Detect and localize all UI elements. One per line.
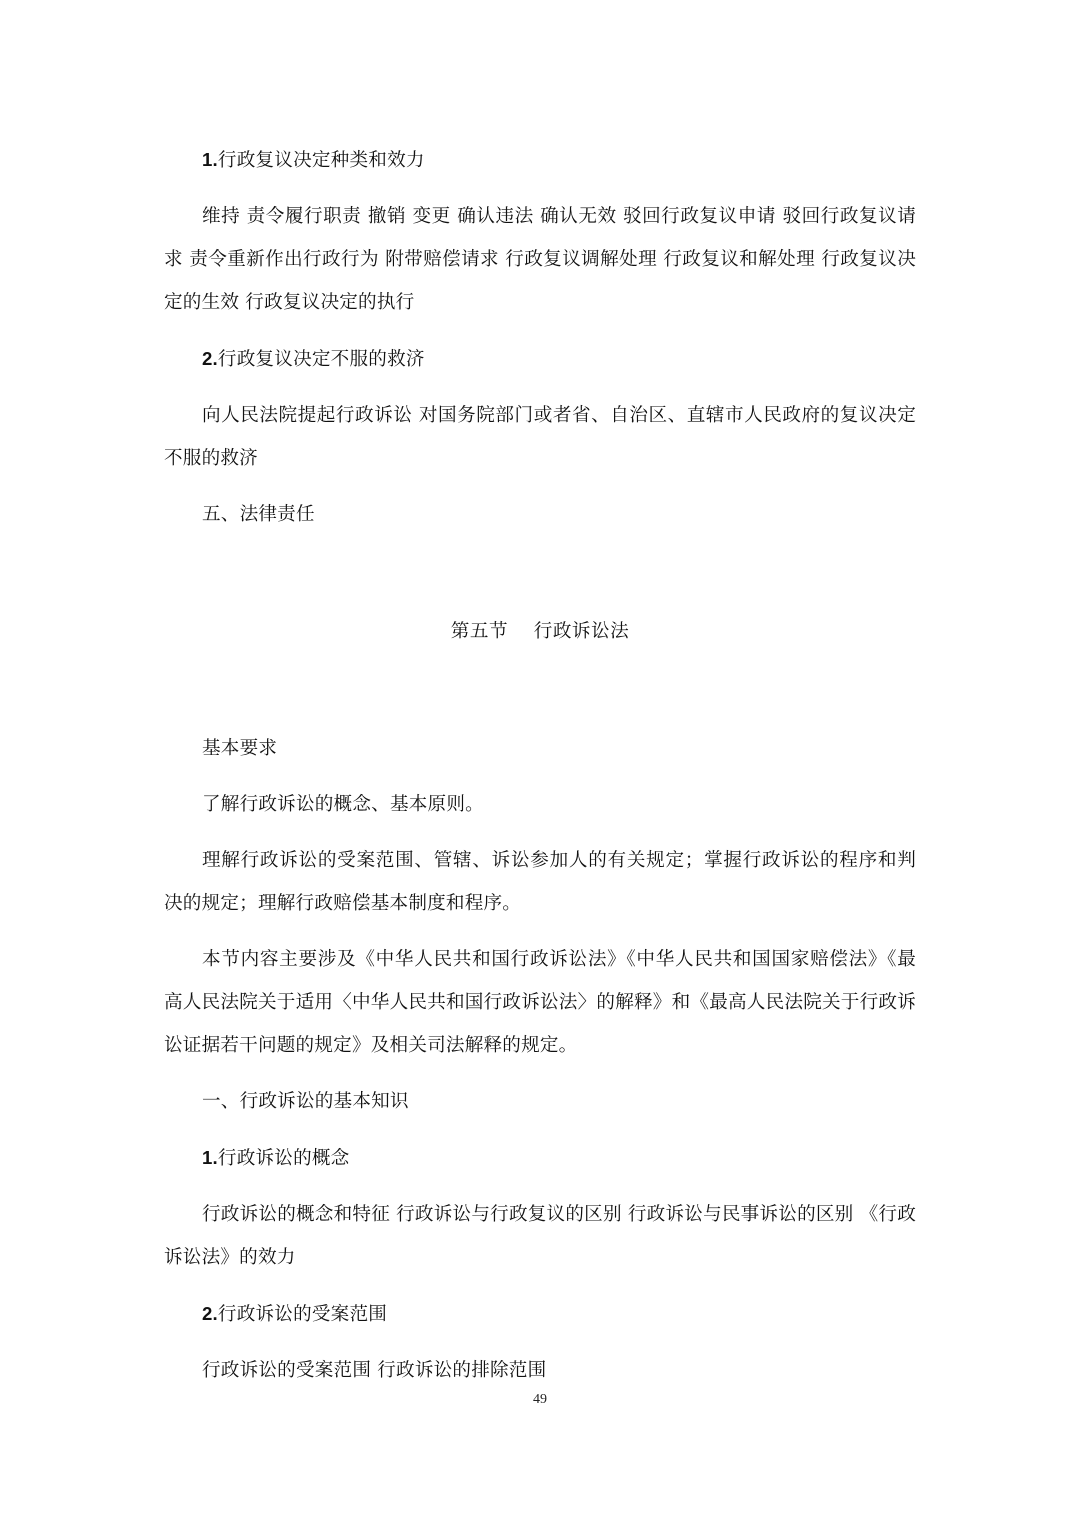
section-title: 第五节 行政诉讼法 — [450, 621, 630, 642]
paragraph-requirement-understand: 了解行政诉讼的概念、基本原则。 — [202, 794, 484, 815]
heading-text: 行政诉讼的概念 — [217, 1148, 350, 1169]
paragraph-review-decision-remedy: 向人民法院提起行政诉讼 对国务院部门或者省、自治区、直辖市人民政府的复议决定不服的救济 — [164, 405, 916, 469]
heading-text: 行政复议决定种类和效力 — [217, 150, 425, 171]
subheading-acceptance-scope — [164, 1292, 916, 1336]
subheading-review-decision-types — [164, 138, 916, 182]
paragraph-litigation-concept: 行政诉讼的概念和特征 行政诉讼与行政复议的区别 行政诉讼与民事诉讼的区别 《行政诉讼法》的效力 — [164, 1204, 916, 1268]
subheading-review-decision-remedy — [164, 337, 916, 381]
heading-number: 1. — [202, 149, 218, 170]
paragraph-section-scope: 本节内容主要涉及《中华人民共和国行政诉讼法》《中华人民共和国国家赔偿法》《最高人民法院关于适用〈中华人民共和国行政诉讼法〉的解释》和《最高人民法院关于行政诉讼证据若干问题的规定》及相关司法解释的规定。 — [164, 949, 916, 1056]
heading-text: 行政诉讼的受案范围 — [217, 1304, 388, 1325]
heading-legal-liability: 五、法律责任 — [202, 504, 315, 525]
paragraph-acceptance-scope: 行政诉讼的受案范围 行政诉讼的排除范围 — [202, 1360, 547, 1381]
heading-basic-requirements: 基本要求 — [202, 738, 278, 759]
page-content — [164, 138, 916, 1405]
heading-text: 行政复议决定不服的救济 — [217, 349, 425, 370]
heading-number: 2. — [202, 348, 218, 369]
heading-number: 2. — [202, 1303, 218, 1324]
paragraph-review-decision-types: 维持 责令履行职责 撤销 变更 确认违法 确认无效 驳回行政复议申请 驳回行政复议请求 责令重新作出行政行为 附带赔偿请求 行政复议调解处理 行政复议和解处理 行政复议决定的生效 行政复议决定的执行 — [164, 206, 916, 313]
heading-number: 1. — [202, 1147, 218, 1168]
heading-basic-knowledge: 一、行政诉讼的基本知识 — [202, 1091, 409, 1112]
page-number: 49 — [533, 1392, 547, 1407]
subheading-litigation-concept — [164, 1136, 916, 1180]
paragraph-requirement-master: 理解行政诉讼的受案范围、管辖、诉讼参加人的有关规定；掌握行政诉讼的程序和判决的规定；理解行政赔偿基本制度和程序。 — [164, 850, 916, 914]
